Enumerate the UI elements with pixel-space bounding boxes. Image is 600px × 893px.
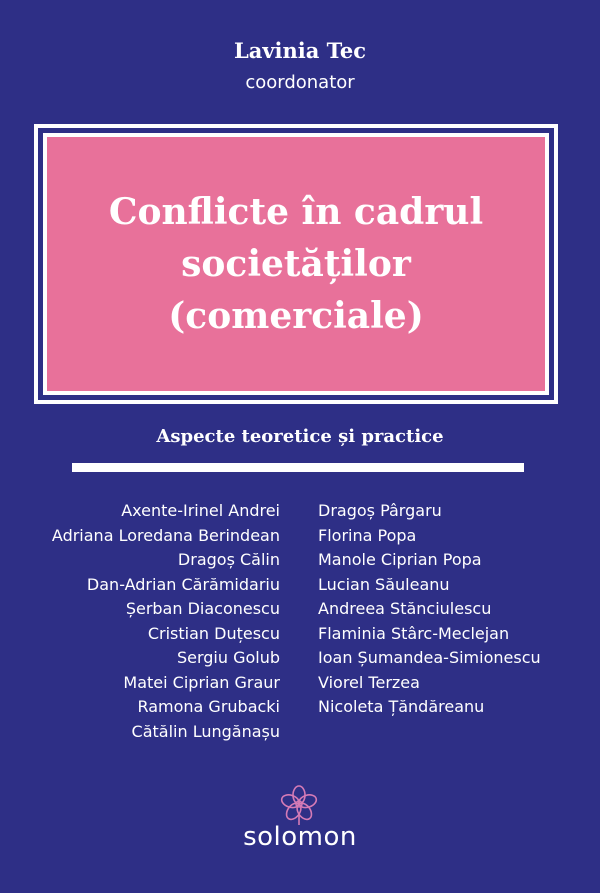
title-line-1: Conflicte în cadrul	[108, 191, 484, 233]
author-name: Adriana Loredana Berindean	[51, 525, 280, 545]
authors-left-column	[0, 499, 280, 744]
author-name: Nicoleta Țăndăreanu	[318, 697, 485, 716]
author-name: Ramona Grubacki	[137, 697, 280, 716]
publisher-logo-text: solomon	[243, 822, 357, 852]
author-name: Dragoș Pârgaru	[318, 501, 442, 520]
coordinator-role: coordonator	[245, 72, 355, 93]
divider	[72, 463, 524, 472]
author-name: Flaminia Stârc-Meclejan	[318, 623, 510, 643]
author-name: Cristian Duțescu	[147, 623, 280, 643]
flower-icon	[274, 784, 324, 826]
author-name: Matei Ciprian Graur	[123, 672, 280, 692]
coordinator-name: Lavinia Tec	[233, 38, 367, 63]
author-name: Dan-Adrian Cărămidariu	[86, 574, 280, 594]
author-name: Sergiu Golub	[176, 648, 280, 667]
authors-right-column	[318, 499, 600, 720]
author-name: Ioan Șumandea-Simionescu	[318, 648, 541, 667]
author-name: Cătălin Lungănașu	[131, 721, 280, 741]
title-line-2: societăților	[181, 243, 411, 285]
author-name: Șerban Diaconescu	[125, 599, 280, 618]
author-name: Florina Popa	[318, 525, 417, 545]
author-name: Andreea Stănciulescu	[318, 599, 492, 618]
author-name: Viorel Terzea	[318, 672, 420, 692]
author-name: Manole Ciprian Popa	[318, 550, 482, 569]
title-box	[47, 137, 545, 391]
subtitle: Aspecte teoretice și practice	[156, 426, 444, 447]
author-name: Lucian Săuleanu	[318, 574, 450, 594]
title-line-3: (comerciale)	[168, 295, 424, 337]
author-name: Dragoș Călin	[177, 550, 280, 569]
author-name: Axente-Irinel Andrei	[121, 501, 280, 520]
